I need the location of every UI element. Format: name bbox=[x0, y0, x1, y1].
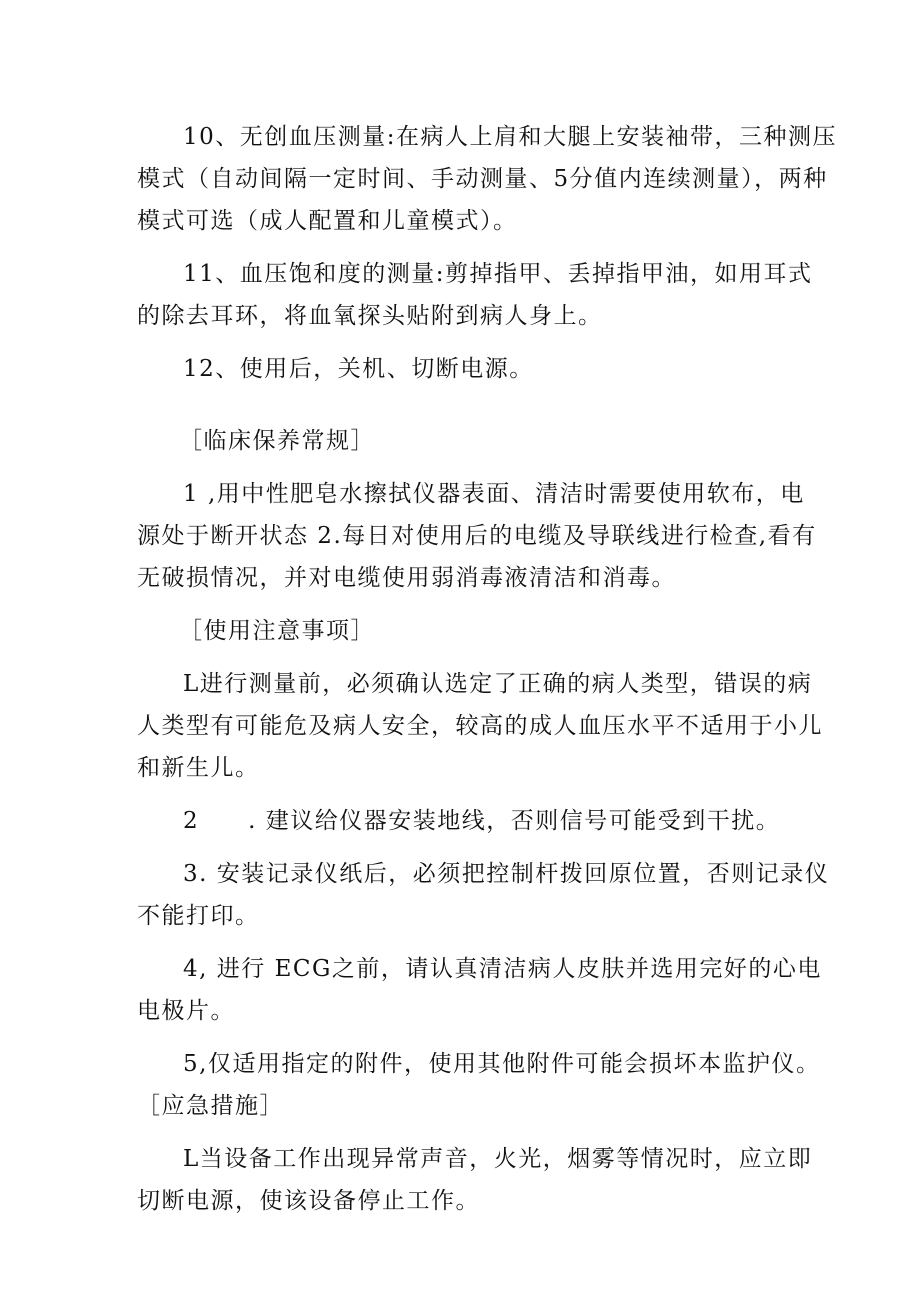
text-line: 模式可选（成人配置和儿童模式）。 bbox=[137, 208, 518, 234]
section-heading-emergency bbox=[137, 1085, 787, 1127]
paragraph-nibp bbox=[137, 116, 838, 242]
section-heading: ［使用注意事项］ bbox=[179, 618, 375, 644]
text-line: L进行测量前，必须确认选定了正确的病人类型，错误的病 bbox=[183, 671, 813, 697]
section-heading: ［应急措施］ bbox=[137, 1093, 284, 1119]
text-line: 和新生儿。 bbox=[137, 755, 260, 781]
text-line: 人类型有可能危及病人安全，较高的成人血压水平不适用于小儿 bbox=[137, 713, 823, 739]
text-line: 2 . 建议给仪器安装地线，否则信号可能受到干扰。 bbox=[183, 808, 781, 834]
text-line: L当设备工作出现异常声音，火光，烟雾等情况时，应立即 bbox=[183, 1146, 813, 1172]
paragraph-note-3 bbox=[137, 853, 830, 937]
text-line: 10、无创血压测量:在病人上肩和大腿上安装袖带，三种测压 bbox=[183, 124, 838, 150]
paragraph-emergency bbox=[137, 1138, 813, 1222]
text-line: 电极片。 bbox=[137, 998, 235, 1024]
section-heading: ［临床保养常规］ bbox=[179, 428, 375, 454]
paragraph-note-1 bbox=[137, 663, 823, 789]
text-line: 3. 安装记录仪纸后，必须把控制杆拨回原位置，否则记录仪 bbox=[183, 861, 830, 887]
text-line: 不能打印。 bbox=[137, 903, 260, 929]
paragraph-after-use bbox=[137, 348, 787, 390]
text-line: 1 ,用中性肥皂水擦拭仪器表面、清洁时需要使用软布，电 bbox=[183, 481, 805, 507]
paragraph-note-2 bbox=[137, 800, 787, 842]
text-line: 4, 进行 ECG之前，请认真清洁病人皮肤并选用完好的心电 bbox=[183, 956, 822, 982]
text-line: 5,仅适用指定的附件，使用其他附件可能会损坏本监护仪。 bbox=[183, 1051, 821, 1077]
paragraph-clinical-maintenance bbox=[137, 473, 817, 599]
text-line: 模式（自动间隔一定时间、手动测量、5分值内连续测量），两种 bbox=[137, 166, 828, 192]
paragraph-note-4 bbox=[137, 948, 822, 1032]
text-line: 12、使用后，关机、切断电源。 bbox=[183, 356, 534, 382]
text-line: 切断电源，使该设备停止工作。 bbox=[137, 1188, 480, 1214]
text-line: 无破损情况，并对电缆使用弱消毒液清洁和消毒。 bbox=[137, 565, 676, 591]
text-line: 源处于断开状态 2.每日对使用后的电缆及导联线进行检查,看有 bbox=[137, 523, 817, 549]
section-heading-clinical bbox=[137, 420, 787, 462]
text-line: 11、血压饱和度的测量:剪掉指甲、丢掉指甲油，如用耳式 bbox=[183, 261, 813, 287]
paragraph-spo2 bbox=[137, 253, 813, 337]
paragraph-note-5 bbox=[137, 1043, 821, 1085]
section-heading-notes bbox=[137, 610, 787, 652]
text-line: 的除去耳环，将血氧探头贴附到病人身上。 bbox=[137, 303, 603, 329]
document-body bbox=[137, 116, 838, 1222]
